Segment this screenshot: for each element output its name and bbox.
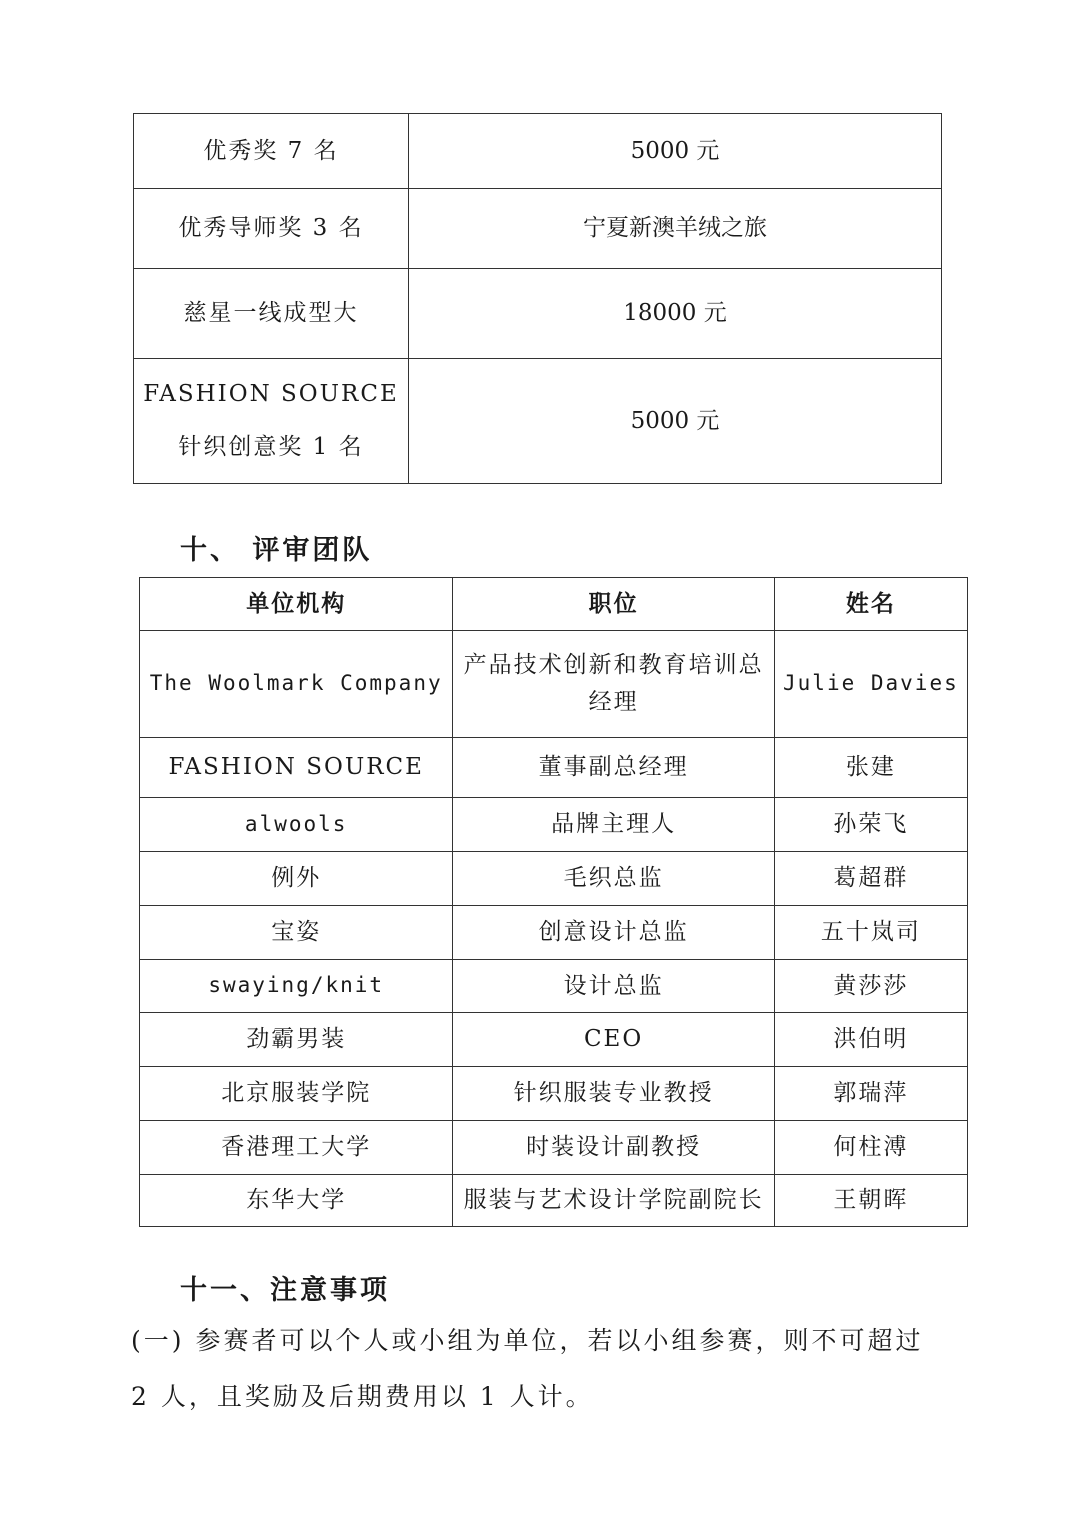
name-cell: 郭瑞萍 [774,1067,967,1121]
judge-table [139,577,968,1227]
note-paragraph: (一) 参赛者可以个人或小组为单位，若以小组参赛，则不可超过 2 人，且奖励及后期费用以 1 人计。 [131,1326,924,1411]
org-cell: 例外 [140,852,453,906]
table-row [140,1121,968,1175]
table-row [140,798,968,852]
name-cell: 洪伯明 [774,1013,967,1067]
table-row [134,359,942,484]
table-row [140,631,968,738]
award-cell: 慈星一线成型大 [134,269,409,359]
org-cell: 劲霸男装 [140,1013,453,1067]
org-cell: swaying/knit [140,960,453,1013]
prize-cell: 5000 元 [409,359,942,484]
header-org: 单位机构 [140,578,453,631]
position-cell: 毛织总监 [453,852,774,906]
name-cell: 孙荣飞 [774,798,967,852]
position-cell: 针织服装专业教授 [453,1067,774,1121]
table-row [134,269,942,359]
table-row [140,738,968,798]
position-cell: 设计总监 [453,960,774,1013]
org-cell: 香港理工大学 [140,1121,453,1175]
position-cell: 董事副总经理 [453,738,774,798]
prize-cell: 宁夏新澳羊绒之旅 [409,189,942,269]
award-cell: 优秀导师奖 3 名 [134,189,409,269]
header-name: 姓名 [774,578,967,631]
table-row [134,189,942,269]
table-header-row [140,578,968,631]
name-cell: 黄莎莎 [774,960,967,1013]
prize-table [133,113,942,484]
org-cell: 东华大学 [140,1175,453,1227]
name-cell: 何柱溥 [774,1121,967,1175]
table-row [140,852,968,906]
table-row [134,114,942,189]
org-cell: 北京服装学院 [140,1067,453,1121]
position-cell: 品牌主理人 [453,798,774,852]
name-cell: 王朝晖 [774,1175,967,1227]
table-row [140,1175,968,1227]
org-cell: The Woolmark Company [140,631,453,738]
name-cell: 葛超群 [774,852,967,906]
position-cell: CEO [453,1013,774,1067]
table-row [140,1013,968,1067]
award-cell: FASHION SOURCE 针织创意奖 1 名 [134,359,409,484]
name-cell: 张建 [774,738,967,798]
prize-cell: 5000 元 [409,114,942,189]
position-cell: 产品技术创新和教育培训总经理 [453,631,774,738]
prize-cell: 18000 元 [409,269,942,359]
table-row [140,906,968,960]
header-position: 职位 [453,578,774,631]
table-row [140,1067,968,1121]
position-cell: 创意设计总监 [453,906,774,960]
name-cell: Julie Davies [774,631,967,738]
org-cell: 宝姿 [140,906,453,960]
position-cell: 时装设计副教授 [453,1121,774,1175]
org-cell: alwools [140,798,453,852]
award-cell: 优秀奖 7 名 [134,114,409,189]
section-eleven-heading: 十一、注意事项 [180,1275,390,1306]
name-cell: 五十岚司 [774,906,967,960]
section-ten-heading: 十、 评审团队 [180,535,373,566]
table-row [140,960,968,1013]
position-cell: 服装与艺术设计学院副院长 [453,1175,774,1227]
org-cell: FASHION SOURCE [140,738,453,798]
